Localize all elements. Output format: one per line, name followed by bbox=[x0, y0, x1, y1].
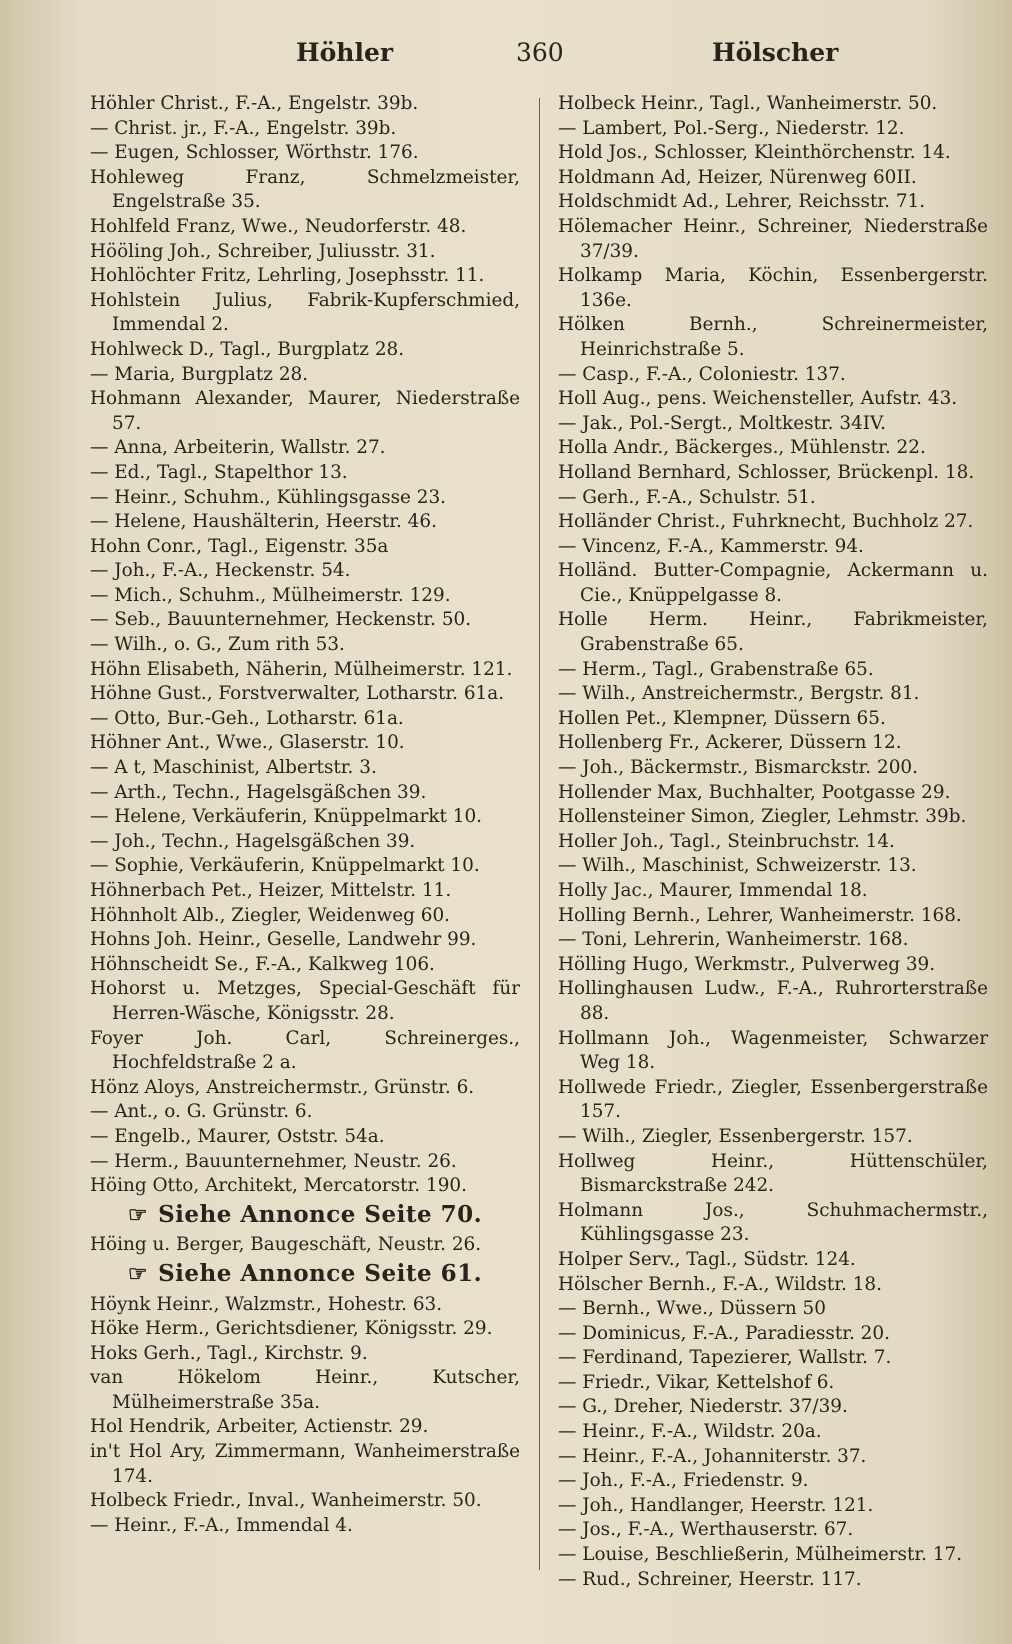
directory-entry: Hoks Gerh., Tagl., Kirchstr. 9. bbox=[90, 1342, 368, 1364]
directory-entry: Holbeck Friedr., Inval., Wanheimerstr. 50. bbox=[90, 1490, 482, 1512]
directory-entry: Höke Herm., Gerichtsdiener, Königsstr. 29. bbox=[90, 1318, 493, 1340]
directory-entry: — Joh., Bäckermstr., Bismarckstr. 200. bbox=[558, 757, 918, 779]
directory-entry: — G., Dreher, Niederstr. 37/39. bbox=[558, 1396, 848, 1418]
pointing-hand-icon: ☞ bbox=[127, 1260, 149, 1287]
directory-entry: — Eugen, Schlosser, Wörthstr. 176. bbox=[90, 142, 419, 164]
directory-entry: Hohmann Alexander, Maurer, Niederstraße 57. bbox=[90, 388, 520, 434]
directory-entry: van Hökelom Heinr., Kutscher, Mülheimerstraße 35a. bbox=[90, 1367, 520, 1413]
directory-entry: — Wilh., o. G., Zum rith 53. bbox=[90, 634, 345, 656]
directory-entry: — Arth., Techn., Hagelsgäßchen 39. bbox=[90, 781, 427, 803]
directory-entry: Holdmann Ad, Heizer, Nürenweg 60II. bbox=[558, 166, 917, 188]
directory-entry: — Heinr., F.-A., Immendal 4. bbox=[90, 1514, 353, 1536]
directory-entry: — Dominicus, F.-A., Paradiesstr. 20. bbox=[558, 1322, 890, 1344]
directory-entry: Hohlöchter Fritz, Lehrling, Josephsstr. 11. bbox=[90, 265, 485, 287]
directory-entry: Holländ. Butter-Compagnie, Ackermann u. Cie., Knüppelgasse 8. bbox=[558, 560, 988, 606]
header-left-catchword: Höhler bbox=[296, 38, 394, 67]
directory-entry: — A t, Maschinist, Albertstr. 3. bbox=[90, 757, 377, 779]
directory-entry: Höhler Christ., F.-A., Engelstr. 39b. bbox=[90, 93, 419, 114]
page-number: 360 bbox=[516, 38, 564, 67]
directory-entry: Holling Bernh., Lehrer, Wanheimerstr. 168. bbox=[558, 904, 962, 926]
directory-entry: — Lambert, Pol.-Serg., Niederstr. 12. bbox=[558, 117, 905, 139]
directory-entry: — Anna, Arbeiterin, Wallstr. 27. bbox=[90, 437, 386, 459]
directory-entry: — Vincenz, F.-A., Kammerstr. 94. bbox=[558, 535, 864, 557]
directory-entry: Hollweg Heinr., Hüttenschüler, Bismarckstraße 242. bbox=[558, 1150, 988, 1197]
directory-entry: Holla Andr., Bäckerges., Mühlenstr. 22. bbox=[558, 437, 926, 459]
right-column bbox=[558, 92, 988, 1592]
directory-entry: Hollmann Joh., Wagenmeister, Schwarzer Weg 18. bbox=[558, 1027, 988, 1074]
directory-entry: Holper Serv., Tagl., Südstr. 124. bbox=[558, 1248, 856, 1270]
directory-entry: Hohlweck D., Tagl., Burgplatz 28. bbox=[90, 338, 405, 360]
directory-entry: Höhn Elisabeth, Näherin, Mülheimerstr. 121. bbox=[90, 658, 513, 680]
directory-entry: — Wilh., Ziegler, Essenbergerstr. 157. bbox=[558, 1125, 913, 1147]
directory-entry: — Friedr., Vikar, Kettelshof 6. bbox=[558, 1371, 835, 1393]
directory-entry: — Ferdinand, Tapezierer, Wallstr. 7. bbox=[558, 1347, 892, 1369]
directory-entry: Holdschmidt Ad., Lehrer, Reichsstr. 71. bbox=[558, 191, 926, 213]
directory-entry: Höhnerbach Pet., Heizer, Mittelstr. 11. bbox=[90, 880, 452, 901]
directory-entry: Hohlfeld Franz, Wwe., Neudorferstr. 48. bbox=[90, 215, 467, 237]
directory-entry: — Jos., F.-A., Werthauserstr. 67. bbox=[558, 1519, 854, 1541]
directory-entry: Hohleweg Franz, Schmelzmeister, Engelstraße 35. bbox=[90, 166, 520, 213]
directory-entry: Hollwede Friedr., Ziegler, Essenbergerstraße 157. bbox=[558, 1076, 988, 1123]
directory-entry: Hölling Hugo, Werkmstr., Pulverweg 39. bbox=[558, 953, 936, 975]
directory-entry: Höhne Gust., Forstverwalter, Lotharstr. 61a. bbox=[90, 683, 505, 705]
directory-entry: — Mich., Schuhm., Mülheimerstr. 129. bbox=[90, 584, 451, 606]
directory-entry: Hohns Joh. Heinr., Geselle, Landwehr 99. bbox=[90, 929, 477, 951]
directory-entry: Hollenberg Fr., Ackerer, Düssern 12. bbox=[558, 732, 902, 754]
directory-entry: Holly Jac., Maurer, Immendal 18. bbox=[558, 880, 868, 901]
directory-entry: Holler Joh., Tagl., Steinbruchstr. 14. bbox=[558, 830, 895, 852]
directory-entry: — Heinr., F.-A., Johanniterstr. 37. bbox=[558, 1445, 867, 1467]
directory-entry: — Herm., Bauunternehmer, Neustr. 26. bbox=[90, 1150, 457, 1172]
directory-entry: Höhnscheidt Se., F.-A., Kalkweg 106. bbox=[90, 953, 435, 975]
directory-entry: — Wilh., Maschinist, Schweizerstr. 13. bbox=[558, 855, 917, 877]
directory-entry: — Joh., Techn., Hagelsgäßchen 39. bbox=[90, 830, 416, 852]
directory-entry: — Engelb., Maurer, Oststr. 54a. bbox=[90, 1125, 385, 1147]
annonce-text: Siehe Annonce Seite 70. bbox=[158, 1200, 483, 1228]
directory-entry: — Joh., F.-A., Heckenstr. 54. bbox=[90, 560, 351, 582]
directory-entry: Höhnholt Alb., Ziegler, Weidenweg 60. bbox=[90, 904, 451, 926]
directory-entry: — Jak., Pol.-Sergt., Moltkestr. 34IV. bbox=[558, 412, 886, 434]
directory-entry: Hollinghausen Ludw., F.-A., Ruhrorterstraße 88. bbox=[558, 978, 988, 1024]
directory-entry: Höynk Heinr., Walzmstr., Hohestr. 63. bbox=[90, 1293, 443, 1315]
directory-entry: Hollensteiner Simon, Ziegler, Lehmstr. 39b. bbox=[558, 806, 967, 828]
directory-entry: — Casp., F.-A., Coloniestr. 137. bbox=[558, 363, 846, 385]
directory-entry: Hohlstein Julius, Fabrik-Kupferschmied, Immendal 2. bbox=[90, 289, 520, 336]
annonce-notice bbox=[90, 1259, 520, 1287]
directory-entry: Holkamp Maria, Köchin, Essenbergerstr. 136e. bbox=[558, 265, 988, 311]
directory-entry: — Otto, Bur.-Geh., Lotharstr. 61a. bbox=[90, 707, 404, 729]
directory-entry: Holl Aug., pens. Weichensteller, Aufstr. 43. bbox=[558, 388, 958, 410]
directory-entry: — Toni, Lehrerin, Wanheimerstr. 168. bbox=[558, 929, 909, 951]
directory-entry: Hohn Conr., Tagl., Eigenstr. 35a bbox=[90, 535, 389, 557]
directory-entry: Foyer Joh. Carl, Schreinerges., Hochfeldstraße 2 a. bbox=[90, 1027, 520, 1074]
directory-entry: — Herm., Tagl., Grabenstraße 65. bbox=[558, 658, 874, 680]
directory-entry: Holland Bernhard, Schlosser, Brückenpl. 18. bbox=[558, 461, 975, 483]
directory-entry: Hollen Pet., Klempner, Düssern 65. bbox=[558, 707, 886, 729]
directory-entry: — Heinr., Schuhm., Kühlingsgasse 23. bbox=[90, 486, 447, 508]
directory-entry: — Gerh., F.-A., Schulstr. 51. bbox=[558, 486, 816, 508]
annonce-text: Siehe Annonce Seite 61. bbox=[158, 1259, 483, 1287]
directory-entry: — Christ. jr., F.-A., Engelstr. 39b. bbox=[90, 117, 397, 139]
directory-entry: Hölscher Bernh., F.-A., Wildstr. 18. bbox=[558, 1273, 882, 1295]
directory-entry: Holmann Jos., Schuhmachermstr., Kühlingsgasse 23. bbox=[558, 1199, 988, 1246]
directory-entry: — Louise, Beschließerin, Mülheimerstr. 17. bbox=[558, 1544, 963, 1566]
pointing-hand-icon: ☞ bbox=[127, 1201, 149, 1228]
directory-entry: — Joh., Handlanger, Heerstr. 121. bbox=[558, 1494, 874, 1516]
directory-entry: — Ant., o. G. Grünstr. 6. bbox=[90, 1101, 313, 1123]
header-right-catchword: Hölscher bbox=[712, 38, 839, 67]
directory-entry: — Maria, Burgplatz 28. bbox=[90, 363, 309, 385]
directory-entry: in't Hol Ary, Zimmermann, Wanheimerstraße 174. bbox=[90, 1441, 520, 1487]
directory-entry: Hol Hendrik, Arbeiter, Actienstr. 29. bbox=[90, 1416, 429, 1438]
directory-entry: Hohorst u. Metzges, Special-Geschäft für Herren-Wäsche, Königsstr. 28. bbox=[90, 978, 520, 1024]
directory-entry: — Heinr., F.-A., Wildstr. 20a. bbox=[558, 1421, 822, 1443]
annonce-notice bbox=[90, 1200, 520, 1228]
directory-entry: — Seb., Bauunternehmer, Heckenstr. 50. bbox=[90, 609, 472, 631]
directory-entry: — Helene, Verkäuferin, Knüppelmarkt 10. bbox=[90, 806, 483, 828]
directory-entry: Hold Jos., Schlosser, Kleinthörchenstr. 14. bbox=[558, 142, 951, 164]
page-header bbox=[0, 38, 1012, 78]
directory-entry: Hollender Max, Buchhalter, Pootgasse 29. bbox=[558, 781, 951, 803]
directory-entry: — Joh., F.-A., Friedenstr. 9. bbox=[558, 1470, 809, 1492]
directory-entry: — Wilh., Anstreichermstr., Bergstr. 81. bbox=[558, 683, 920, 705]
directory-entry: Höing Otto, Architekt, Mercatorstr. 190. bbox=[90, 1175, 467, 1197]
column-divider bbox=[539, 98, 540, 1570]
directory-entry: Holle Herm. Heinr., Fabrikmeister, Grabenstraße 65. bbox=[558, 609, 988, 656]
directory-entry: — Sophie, Verkäuferin, Knüppelmarkt 10. bbox=[90, 855, 480, 877]
directory-entry: Hölemacher Heinr., Schreiner, Niederstraße 37/39. bbox=[558, 215, 988, 262]
directory-entry: Höing u. Berger, Baugeschäft, Neustr. 26. bbox=[90, 1234, 482, 1256]
directory-entry: Holländer Christ., Fuhrknecht, Buchholz 27. bbox=[558, 511, 974, 533]
directory-entry: Hönz Aloys, Anstreichermstr., Grünstr. 6. bbox=[90, 1076, 475, 1098]
directory-entry: Höhner Ant., Wwe., Glaserstr. 10. bbox=[90, 732, 405, 754]
directory-entry: Holbeck Heinr., Tagl., Wanheimerstr. 50. bbox=[558, 93, 938, 114]
directory-entry: Hööling Joh., Schreiber, Juliusstr. 31. bbox=[90, 240, 436, 262]
directory-entry: — Helene, Haushälterin, Heerstr. 46. bbox=[90, 511, 437, 533]
directory-entry: — Bernh., Wwe., Düssern 50 bbox=[558, 1298, 826, 1320]
directory-entry: Hölken Bernh., Schreinermeister, Heinrichstraße 5. bbox=[558, 314, 988, 360]
left-column bbox=[90, 92, 520, 1538]
directory-entry: — Rud., Schreiner, Heerstr. 117. bbox=[558, 1568, 862, 1590]
directory-entry: — Ed., Tagl., Stapelthor 13. bbox=[90, 461, 348, 483]
